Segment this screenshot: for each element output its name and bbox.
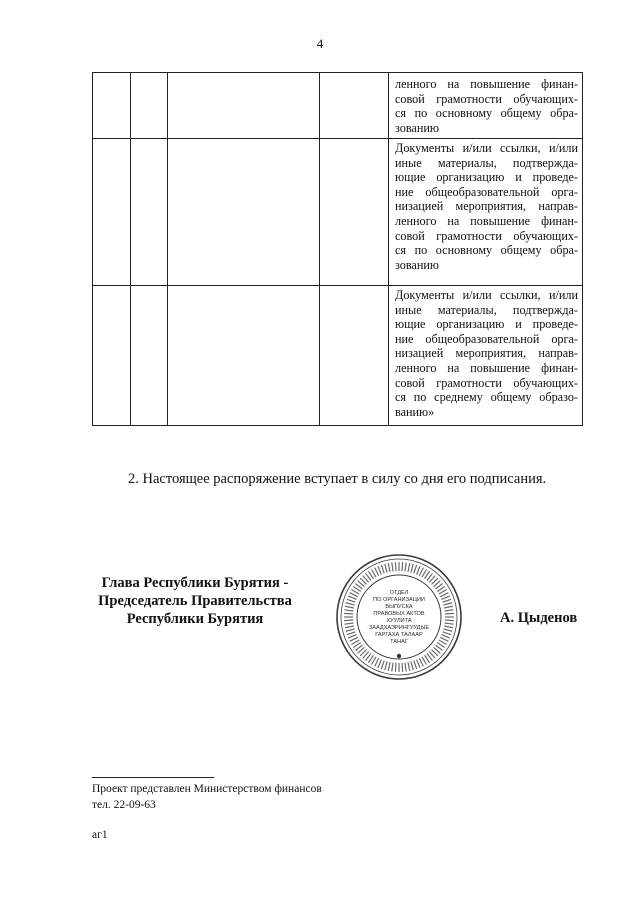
table-cell — [131, 139, 168, 286]
seal-ring-mark — [411, 661, 413, 670]
seal-dot — [397, 654, 401, 658]
seal-ring-mark — [445, 623, 454, 624]
seal-ring-mark — [443, 629, 452, 631]
seal-ring-mark — [348, 635, 356, 638]
seal-ring-mark — [344, 613, 353, 614]
seal-ring-mark — [405, 562, 406, 571]
table-cell — [93, 286, 131, 426]
seal-text-line: ЗААДХАЭРИНГУУДЫЕ — [368, 625, 430, 631]
table-cell-text — [389, 286, 583, 426]
seal-ring-mark — [411, 564, 413, 573]
signer-position-line: Председатель Правительства — [98, 593, 292, 609]
seal-ring-mark — [375, 568, 379, 576]
seal-ring-mark — [378, 566, 381, 574]
table-cell — [168, 139, 320, 286]
official-seal — [334, 552, 464, 682]
seal-ring-mark — [402, 663, 403, 672]
seal-ring-mark — [441, 635, 449, 638]
text-line: Документы и/или ссылки, и/или — [395, 141, 578, 155]
table-cell — [93, 139, 131, 286]
seal-text-line: ТАНАГ — [390, 639, 408, 645]
seal-ring-mark — [375, 658, 379, 666]
seal-ring-mark — [344, 620, 353, 621]
criteria-table — [92, 72, 583, 426]
seal-ring-mark — [444, 606, 453, 608]
table-cell-text — [389, 73, 583, 139]
seal-ring-mark — [419, 658, 423, 666]
seal-text-line: ХУУЛИТА — [386, 618, 412, 624]
text-line: ленного на повышение финан- — [395, 77, 578, 91]
table-cell — [93, 73, 131, 139]
text-line: совой грамотности обучающих- — [395, 228, 578, 243]
footer-note — [92, 781, 322, 813]
signer-position-line: Республики Бурятия — [126, 611, 264, 627]
seal-ring-mark — [344, 610, 353, 611]
seal-ring-mark — [444, 626, 453, 628]
seal-ring-mark — [381, 565, 384, 574]
footer-divider — [92, 777, 214, 778]
table-cell — [168, 286, 320, 426]
seal-ring-mark — [392, 562, 393, 571]
seal-text-line: ПО ОРГАНИЗАЦИИ — [373, 597, 425, 603]
seal-text-line: ВЫПУСКА — [385, 604, 413, 610]
seal-ring-mark — [405, 663, 406, 672]
text-line: ющие организацию и проведе- — [395, 317, 578, 332]
table-cell — [320, 139, 389, 286]
seal-ring-mark — [445, 613, 454, 614]
seal-ring-mark — [388, 563, 390, 572]
seal-ring-mark — [408, 662, 410, 671]
signer-position-line: Глава Республики Бурятия - — [101, 575, 289, 591]
seal-ring-mark — [385, 661, 387, 670]
footer-note-line: Проект представлен Министерством финансов — [92, 783, 322, 795]
page-number: 4 — [316, 36, 324, 51]
table-cell — [320, 286, 389, 426]
seal-ring-mark — [344, 623, 353, 624]
seal-ring-mark — [402, 562, 403, 571]
seal-ring-mark — [395, 562, 396, 571]
text-line: совой грамотности обучающих- — [395, 375, 578, 390]
seal-ring-mark — [414, 565, 417, 574]
seal-ring-mark — [417, 659, 420, 667]
text-line: ся по основному общему обра- — [395, 106, 578, 121]
seal-ring-mark — [408, 563, 410, 572]
seal-ring-mark — [388, 662, 390, 671]
text-line: низацией мероприятия, направ- — [395, 346, 578, 361]
signer-name: А. Цыденов — [500, 610, 578, 626]
seal-ring-mark — [443, 603, 452, 605]
text-line: ленного на повышение финан- — [395, 360, 578, 375]
text-line: иные материалы, подтвержда- — [395, 302, 578, 317]
table-cell — [168, 73, 320, 139]
signer-position — [80, 574, 310, 628]
table-cell-text — [389, 139, 583, 286]
table-row — [93, 139, 583, 286]
text-line: ся по среднему общему образо- — [395, 390, 578, 405]
seal-ring-mark — [414, 661, 417, 670]
order-paragraph: 2. Настоящее распоряжение вступает в силу со дня его подписания. — [128, 471, 547, 487]
seal-ring-mark — [348, 596, 356, 599]
text-line: ленного на повышение финан- — [395, 213, 578, 228]
seal-ring-mark — [347, 632, 356, 635]
document-code: аг1 — [92, 829, 108, 841]
seal-ring-mark — [350, 593, 358, 597]
text-line: ние общеобразовательной орга- — [395, 184, 578, 199]
text-line: ние общеобразовательной орга- — [395, 331, 578, 346]
text-line: зованию — [395, 120, 439, 135]
text-line: ющие организацию и проведе- — [395, 170, 578, 185]
seal-ring-mark — [378, 659, 381, 667]
seal-ring-mark — [440, 637, 448, 641]
text-line: Документы и/или ссылки, и/или — [395, 288, 578, 302]
seal-ring-mark — [347, 599, 356, 602]
table-cell — [320, 73, 389, 139]
seal-text-line: ОТДЕЛ — [389, 590, 409, 596]
seal-ring-mark — [440, 593, 448, 597]
seal-text-line: ГАРГАХА ТАЛААР — [375, 632, 423, 638]
seal-ring-mark — [385, 564, 387, 573]
seal-ring-mark — [350, 637, 358, 641]
table-cell — [131, 73, 168, 139]
seal-ring-mark — [346, 603, 355, 605]
table-row — [93, 73, 583, 139]
seal-ring-mark — [381, 661, 384, 670]
seal-ring-mark — [443, 632, 452, 635]
text-line: совой грамотности обучающих- — [395, 91, 578, 106]
seal-ring-mark — [345, 606, 354, 608]
seal-ring-mark — [417, 566, 420, 574]
seal-ring-mark — [445, 620, 454, 621]
text-line: низацией мероприятия, направ- — [395, 199, 578, 214]
seal-ring-mark — [346, 629, 355, 631]
seal-ring-mark — [441, 596, 449, 599]
table-row — [93, 286, 583, 426]
seal-ring-mark — [419, 568, 423, 576]
seal-ring-mark — [395, 663, 396, 672]
text-line: зованию — [395, 257, 439, 272]
seal-text-line: ПРАВОВЫХ АКТОВ — [373, 611, 425, 617]
table-cell — [131, 286, 168, 426]
seal-ring-mark — [345, 626, 354, 628]
seal-ring-mark — [443, 599, 452, 602]
seal-ring-mark — [392, 663, 393, 672]
text-line: ся по основному общему обра- — [395, 243, 578, 258]
seal-ring-mark — [445, 610, 454, 611]
footer-note-line: тел. 22-09-63 — [92, 799, 156, 811]
text-line: ванию» — [395, 404, 435, 419]
text-line: иные материалы, подтвержда- — [395, 155, 578, 170]
